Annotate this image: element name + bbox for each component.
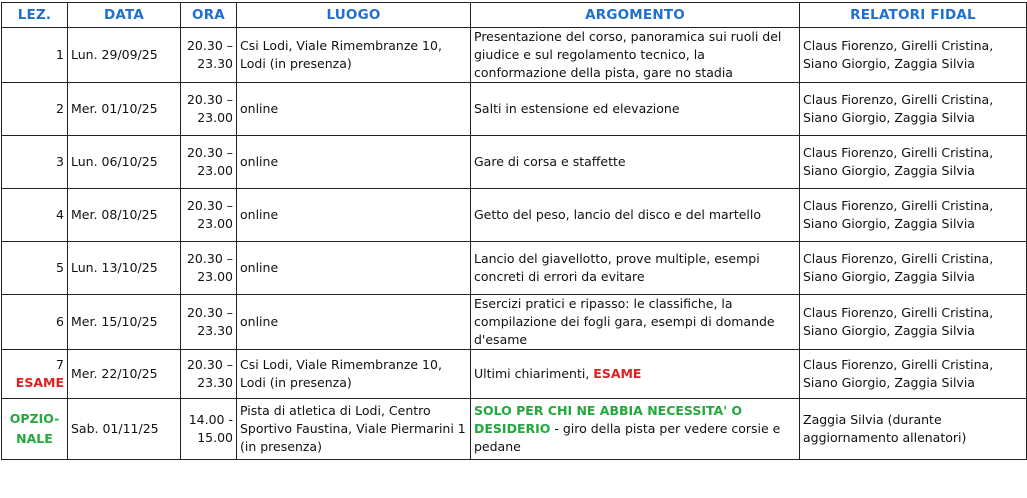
time-end: 23.00	[197, 163, 233, 178]
lesson-location: Csi Lodi, Viale Rimembranze 10, Lodi (in presenza)	[237, 28, 471, 83]
time-end: 23.00	[197, 216, 233, 231]
lesson-time	[181, 136, 237, 189]
lesson-topic: Lancio del giavellotto, prove multiple, esempi concreti di errori da evitare	[471, 242, 800, 295]
time-end: 15.00	[197, 430, 233, 445]
optional-highlight: SOLO PER CHI NE ABBIA NECESSITA' O DESIDERIO	[474, 403, 743, 436]
lesson-topic: Gare di corsa e staffette	[471, 136, 800, 189]
lesson-time	[181, 399, 237, 460]
lesson-number: 5	[2, 242, 68, 295]
lesson-date: Mer. 01/10/25	[68, 83, 181, 136]
time-start: 20.30 –	[186, 305, 233, 320]
lesson-date: Lun. 13/10/25	[68, 242, 181, 295]
lesson-number: 3	[2, 136, 68, 189]
lesson-date: Lun. 06/10/25	[68, 136, 181, 189]
lesson-speakers: Zaggia Silvia (durante aggiornamento allenatori)	[800, 399, 1027, 460]
optional-label-line2: NALE	[16, 431, 53, 446]
lesson-date: Mer. 15/10/25	[68, 295, 181, 350]
exam-label: ESAME	[15, 375, 64, 390]
table-row	[2, 136, 1027, 189]
time-start: 20.30 –	[186, 145, 233, 160]
lesson-time	[181, 242, 237, 295]
lesson-number: 4	[2, 189, 68, 242]
time-start: 20.30 –	[186, 198, 233, 213]
lesson-speakers: Claus Fiorenzo, Girelli Cristina, Siano Giorgio, Zaggia Silvia	[800, 189, 1027, 242]
table-row	[2, 83, 1027, 136]
lesson-topic: Salti in estensione ed elevazione	[471, 83, 800, 136]
lesson-speakers: Claus Fiorenzo, Girelli Cristina, Siano Giorgio, Zaggia Silvia	[800, 28, 1027, 83]
lesson-number: 1	[2, 28, 68, 83]
time-end: 23.30	[197, 323, 233, 338]
topic-text: - giro della pista per vedere corsie e pedane	[474, 421, 781, 454]
header-luogo: LUOGO	[237, 3, 471, 28]
lesson-number: 2	[2, 83, 68, 136]
header-lez: LEZ.	[2, 3, 68, 28]
time-start: 14.00 -	[188, 412, 233, 427]
header-relatori: RELATORI FIDAL	[800, 3, 1027, 28]
lesson-speakers: Claus Fiorenzo, Girelli Cristina, Siano Giorgio, Zaggia Silvia	[800, 295, 1027, 350]
lesson-topic: Esercizi pratici e ripasso: le classifiche, la compilazione dei fogli gara, esempi di domande d'esame	[471, 295, 800, 350]
lesson-date: Sab. 01/11/25	[68, 399, 181, 460]
table-row	[2, 242, 1027, 295]
lesson-speakers: Claus Fiorenzo, Girelli Cristina, Siano Giorgio, Zaggia Silvia	[800, 350, 1027, 399]
time-start: 20.30 –	[186, 92, 233, 107]
exam-highlight: ESAME	[593, 366, 642, 381]
lesson-location: Pista di atletica di Lodi, Centro Sportivo Faustina, Viale Piermarini 1 (in presenza)	[237, 399, 471, 460]
table-row	[2, 28, 1027, 83]
lesson-date: Mer. 08/10/25	[68, 189, 181, 242]
course-schedule-table	[1, 2, 1027, 460]
table-row	[2, 189, 1027, 242]
lesson-location: Csi Lodi, Viale Rimembranze 10, Lodi (in presenza)	[237, 350, 471, 399]
table-row	[2, 295, 1027, 350]
lesson-topic: Getto del peso, lancio del disco e del martello	[471, 189, 800, 242]
time-end: 23.30	[197, 375, 233, 390]
optional-label	[2, 399, 68, 460]
header-ora: ORA	[181, 3, 237, 28]
time-end: 23.30	[197, 56, 233, 71]
lesson-speakers: Claus Fiorenzo, Girelli Cristina, Siano Giorgio, Zaggia Silvia	[800, 242, 1027, 295]
lesson-time	[181, 189, 237, 242]
topic-text: Ultimi chiarimenti,	[474, 366, 594, 381]
lesson-number: 6	[2, 295, 68, 350]
lesson-time	[181, 28, 237, 83]
lesson-date: Lun. 29/09/25	[68, 28, 181, 83]
lesson-speakers: Claus Fiorenzo, Girelli Cristina, Siano Giorgio, Zaggia Silvia	[800, 83, 1027, 136]
time-end: 23.00	[197, 269, 233, 284]
lesson-time	[181, 83, 237, 136]
optional-label-line1: OPZIO-	[9, 411, 60, 426]
time-start: 20.30 –	[186, 251, 233, 266]
header-argomento: ARGOMENTO	[471, 3, 800, 28]
lesson-location: online	[237, 189, 471, 242]
lesson-number-value: 7	[56, 357, 64, 372]
lesson-topic	[471, 399, 800, 460]
table-row	[2, 350, 1027, 399]
lesson-time	[181, 350, 237, 399]
lesson-number	[2, 350, 68, 399]
time-start: 20.30 –	[186, 357, 233, 372]
lesson-time	[181, 295, 237, 350]
lesson-speakers: Claus Fiorenzo, Girelli Cristina, Siano Giorgio, Zaggia Silvia	[800, 136, 1027, 189]
lesson-topic	[471, 350, 800, 399]
lesson-date: Mer. 22/10/25	[68, 350, 181, 399]
time-end: 23.00	[197, 110, 233, 125]
table-row	[2, 399, 1027, 460]
lesson-location: online	[237, 295, 471, 350]
time-start: 20.30 –	[186, 38, 233, 53]
header-data: DATA	[68, 3, 181, 28]
lesson-topic: Presentazione del corso, panoramica sui ruoli del giudice e sul regolamento tecnico, la conformazione della pista, gare no stadia	[471, 28, 800, 83]
lesson-location: online	[237, 136, 471, 189]
header-row	[2, 3, 1027, 28]
lesson-location: online	[237, 83, 471, 136]
lesson-location: online	[237, 242, 471, 295]
